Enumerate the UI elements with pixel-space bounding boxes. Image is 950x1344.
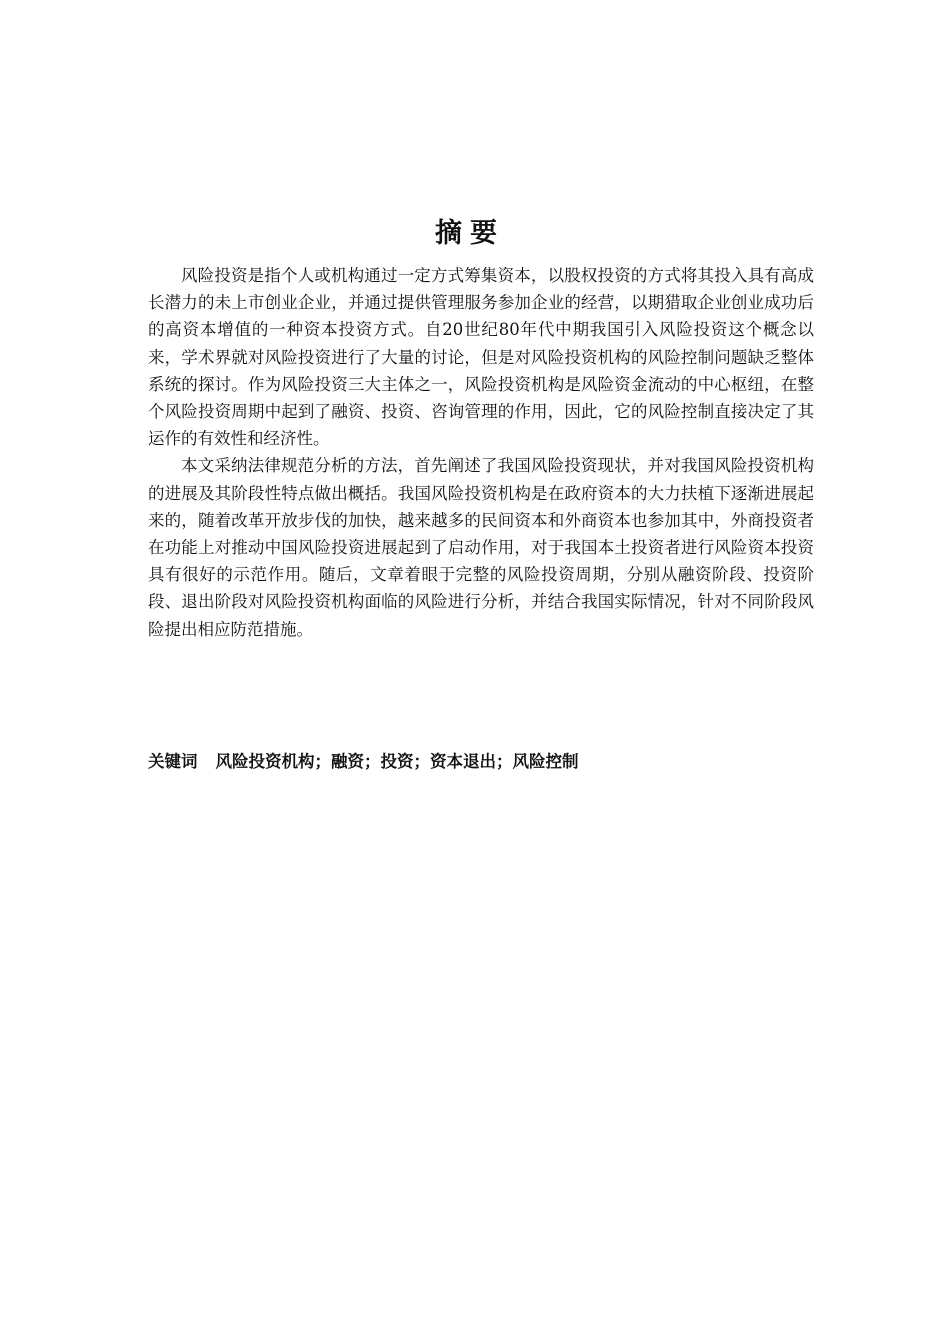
keywords-list: 风险投资机构；融资；投资；资本退出；风险控制 <box>215 752 579 771</box>
abstract-paragraph-2: 本文采纳法律规范分析的方法，首先阐述了我国风险投资现状，并对我国风险投资机构的进展及其阶段性特点做出概括。我国风险投资机构是在政府资本的大力扶植下逐渐进展起来的，随着改革开放步伐的加快，越来越多的民间资本和外商资本也参加其中，外商投资者在功能上对推动中国风险投资进展起到了启动作用，对于我国本土投资者进行风险资本投资具有很好的示范作用。随后，文章着眼于完整的风险投资周期，分别从融资阶段、投资阶段、退出阶段对风险投资机构面临的风险进行分析，并结合我国实际情况，针对不同阶段风险提出相应防范措施。 <box>148 456 814 639</box>
abstract-body <box>148 262 814 643</box>
abstract-paragraph-1: 风险投资是指个人或机构通过一定方式筹集资本，以股权投资的方式将其投入具有高成长潜力的未上市创业企业，并通过提供管理服务参加企业的经营，以期猎取企业创业成功后的高资本增值的一种资本投资方式。自20世纪80年代中期我国引入风险投资这个概念以来，学术界就对风险投资进行了大量的讨论，但是对风险投资机构的风险控制问题缺乏整体系统的探讨。作为风险投资三大主体之一，风险投资机构是风险资金流动的中心枢纽，在整个风险投资周期中起到了融资、投资、咨询管理的作用，因此，它的风险控制直接决定了其运作的有效性和经济性。 <box>148 266 814 449</box>
keywords-line <box>148 748 814 775</box>
keywords-label: 关键词 <box>148 752 198 771</box>
abstract-title: 摘要 <box>435 218 505 249</box>
